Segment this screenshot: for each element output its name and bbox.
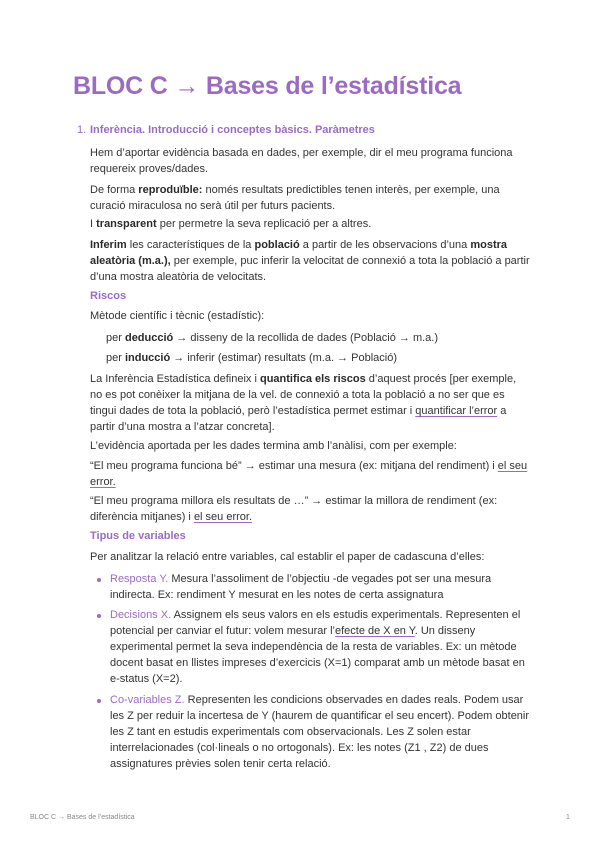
footer-page-number: 1 (566, 814, 570, 821)
bullet-icon (97, 614, 101, 618)
list-item-covariables: Co-variables Z. Representen les condicions observades en dades reals. Podem usar les Z per reduir la incertesa de Y (haurem de quantificar el seu encert). Podem obtenir les Z tant en estudis experimentals com observacionals. Les Z solen estar interrelacionades (col·lineals o no ortogonals). Ex: les notes (Z1 , Z2) de dues assignatures prèvies solen tenir certa relació. (110, 694, 530, 770)
riscos-heading: Riscos (90, 290, 127, 302)
riscos-induction: per inducció → inferir (estimar) resultats (m.a. → Població) (106, 352, 397, 364)
section-title: Inferència. Introducció i conceptes bàsics. Paràmetres (90, 124, 375, 136)
underline-quantify-error: quantificar l’error (415, 405, 498, 417)
section-number: 1. (77, 124, 87, 136)
paragraph-transparent: I transparent per permetre la seva replicació per a altres. (90, 218, 372, 230)
list-item-resposta: Resposta Y. Mesura l’assoliment de l’objectiu -de vegades pot ser una mesura indirecta. Ex: rendiment Y mesurat en les notes de certa assignatura (110, 573, 492, 601)
footer-title: BLOC C → Bases de l’estadística (30, 814, 135, 821)
list-item-decisions: Decisions X. Assignem els seus valors en els estudis experimentals. Representen el potencial per canviar el futur: volem mesurar l’efecte de X en Y. Un disseny experimental permet la seva independència de la resta de variables. Ex: un mètode docent basat en llistes impreses d’exercicis (X=1) comparat amb un mètode basat en e-status (X=2). (110, 609, 525, 685)
tipus-intro: Per analitzar la relació entre variables, cal establir el paper de cadascuna d’elles: (90, 551, 485, 563)
riscos-paragraph-quantify: La Inferència Estadística defineix i quantifica els riscos d’aquest procés [per exemple, no es pot conèixer la mitjana de la vel. de connexió a tota la població a no ser que es tingui dades de tota la població, però l’estadística permet estimar i quantificar l’error a partir d’una mostra a l’atzar concreta]. (90, 373, 517, 433)
paragraph-reproducible: De forma reproduïble: només resultats predictibles tenen interès, per exemple, una curació miraculosa no serà útil per futurs pacients. (90, 184, 500, 212)
tipus-heading: Tipus de variables (90, 530, 186, 542)
paragraph-inference: Inferim les característiques de la població a partir de les observacions d’una mostra aleatòria (m.a.), per exemple, puc inferir la velocitat de connexió a tota la població a partir d’una mostra aleatòria de velocitats. (90, 239, 530, 283)
bullet-icon (97, 578, 101, 582)
riscos-paragraph-evidence: L’evidència aportada per les dades termina amb l’anàlisi, com per exemple: (90, 440, 457, 452)
riscos-paragraph-example2: “El meu programa millora els resultats de …” → estimar la millora de rendiment (ex: diferència mitjanes) i el seu error. (90, 495, 498, 523)
riscos-deduction: per deducció → disseny de la recollida de dades (Població → m.a.) (106, 332, 439, 344)
paragraph-evidence: Hem d’aportar evidència basada en dades, per exemple, dir el meu programa funciona requereix proves/dades. (90, 147, 513, 175)
underline-error-1: el seu error. (90, 460, 528, 488)
riscos-intro: Mètode científic i tècnic (estadístic): (90, 310, 265, 322)
underline-effect-x-y: efecte de X en Y (334, 625, 415, 637)
riscos-paragraph-example1: “El meu programa funciona bé” → estimar una mesura (ex: mitjana del rendiment) i el seu error. (90, 460, 528, 488)
underline-error-2: el seu error. (193, 511, 253, 523)
bullet-icon (97, 699, 101, 703)
page-title: BLOC C → Bases de l’estadística (73, 72, 462, 100)
